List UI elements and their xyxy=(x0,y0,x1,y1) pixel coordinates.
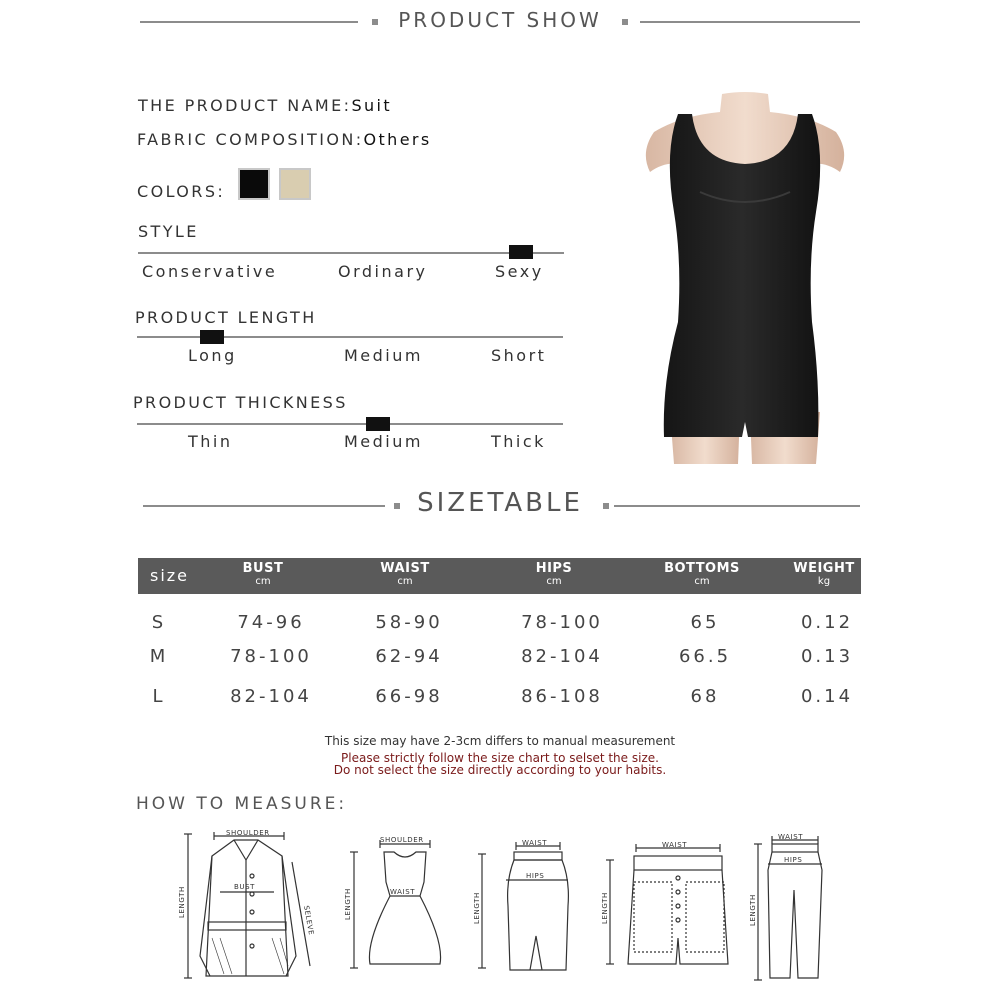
dress-length-label: LENGTH xyxy=(344,888,352,920)
row-bottoms: 68 xyxy=(690,686,720,707)
row-weight: 0.13 xyxy=(800,646,854,667)
style-option-conservative: Conservative xyxy=(142,262,278,281)
header-dot-left xyxy=(372,19,378,25)
row-waist: 62-94 xyxy=(375,646,443,667)
color-swatch-beige[interactable] xyxy=(279,168,311,200)
row-waist: 58-90 xyxy=(375,612,443,633)
shorts-waist-label: WAIST xyxy=(662,841,688,849)
column-header-bust xyxy=(213,558,313,588)
product-image xyxy=(640,92,850,468)
size-note: This size may have 2-3cm differs to manual measurement xyxy=(324,734,676,748)
style-label: STYLE xyxy=(138,222,199,241)
product-show-title: PRODUCT SHOW xyxy=(398,8,602,32)
sizetable-line-left xyxy=(143,505,385,507)
header-line-right xyxy=(640,21,860,23)
size-column-header: size xyxy=(150,566,190,585)
how-to-measure-title: HOW TO MEASURE: xyxy=(136,794,348,814)
thickness-option-thick: Thick xyxy=(491,432,546,451)
length-option-medium: Medium xyxy=(344,346,423,365)
skirt-waist-label: WAIST xyxy=(522,839,548,847)
row-bottoms: 66.5 xyxy=(678,646,732,667)
pants-hips-label: HIPS xyxy=(784,856,803,864)
column-waist-name: WAIST xyxy=(380,561,430,576)
column-header-hips xyxy=(504,558,604,588)
pants-length-label: LENGTH xyxy=(749,894,757,926)
length-label: PRODUCT LENGTH xyxy=(135,308,317,327)
colors-label: COLORS: xyxy=(137,182,226,201)
product-name-value: Suit xyxy=(351,96,393,115)
skirt-measure-diagram xyxy=(470,836,580,976)
sizetable-line-right xyxy=(614,505,860,507)
shorts-length-label: LENGTH xyxy=(601,892,609,924)
fabric-composition xyxy=(137,130,432,149)
length-option-short: Short xyxy=(491,346,547,365)
skirt-length-label: LENGTH xyxy=(473,892,481,924)
length-selected-marker xyxy=(200,330,224,344)
column-weight-unit: kg xyxy=(817,576,831,587)
product-name-label: THE PRODUCT NAME: xyxy=(138,96,352,115)
row-hips: 82-104 xyxy=(521,646,603,667)
column-bottoms-unit: cm xyxy=(694,576,710,587)
sizetable-dot-right xyxy=(603,503,609,509)
fabric-label: FABRIC COMPOSITION: xyxy=(137,130,364,149)
shirt-shoulder-label: SHOULDER xyxy=(226,829,270,837)
product-name xyxy=(138,96,392,115)
style-scale-line xyxy=(138,252,564,254)
style-option-ordinary: Ordinary xyxy=(338,262,428,281)
row-bust: 78-100 xyxy=(230,646,312,667)
column-hips-unit: cm xyxy=(546,576,562,587)
shirt-length-label: LENGTH xyxy=(178,886,186,918)
row-size: S xyxy=(151,612,167,633)
dress-shoulder-label: SHOULDER xyxy=(380,836,424,844)
row-weight: 0.12 xyxy=(800,612,854,633)
column-bust-unit: cm xyxy=(255,576,271,587)
column-hips-name: HIPS xyxy=(535,561,573,576)
dress-measure-diagram xyxy=(340,832,450,972)
column-bottoms-name: BOTTOMS xyxy=(664,561,740,576)
pants-measure-diagram xyxy=(748,830,838,984)
column-weight-name: WEIGHT xyxy=(793,561,855,576)
dress-waist-label: WAIST xyxy=(390,888,416,896)
row-hips: 78-100 xyxy=(521,612,603,633)
row-size: L xyxy=(152,686,166,707)
shirt-measure-diagram xyxy=(172,826,322,982)
row-hips: 86-108 xyxy=(521,686,603,707)
row-size: M xyxy=(149,646,169,667)
thickness-option-thin: Thin xyxy=(188,432,233,451)
thickness-option-medium: Medium xyxy=(344,432,423,451)
skirt-hips-label: HIPS xyxy=(526,872,545,880)
thickness-label: PRODUCT THICKNESS xyxy=(133,393,348,412)
style-option-sexy: Sexy xyxy=(495,262,544,281)
shirt-bust-label: BUST xyxy=(234,883,256,891)
row-bust: 82-104 xyxy=(230,686,312,707)
column-waist-unit: cm xyxy=(397,576,413,587)
pants-waist-label: WAIST xyxy=(778,833,804,841)
thickness-selected-marker xyxy=(366,417,390,431)
column-header-weight xyxy=(774,558,874,588)
column-header-bottoms xyxy=(652,558,752,588)
column-bust-name: BUST xyxy=(242,561,284,576)
length-option-long: Long xyxy=(188,346,237,365)
shirt-sleeve-label: SELEVE xyxy=(302,904,316,936)
row-bottoms: 65 xyxy=(690,612,720,633)
size-warning-2: Do not select the size directly according to your habits. xyxy=(333,763,667,777)
sizetable-title: SIZETABLE xyxy=(417,488,583,518)
size-table-header xyxy=(138,558,861,594)
column-header-waist xyxy=(355,558,455,588)
size-warning-1: Please strictly follow the size chart to selset the size. xyxy=(341,751,659,765)
row-waist: 66-98 xyxy=(375,686,443,707)
header-dot-right xyxy=(622,19,628,25)
row-bust: 74-96 xyxy=(237,612,305,633)
header-line-left xyxy=(140,21,358,23)
thickness-scale-line xyxy=(137,423,563,425)
style-selected-marker xyxy=(509,245,533,259)
color-swatch-black[interactable] xyxy=(238,168,270,200)
shorts-measure-diagram xyxy=(600,840,750,970)
fabric-value: Others xyxy=(363,130,432,149)
sizetable-dot-left xyxy=(394,503,400,509)
row-weight: 0.14 xyxy=(800,686,854,707)
